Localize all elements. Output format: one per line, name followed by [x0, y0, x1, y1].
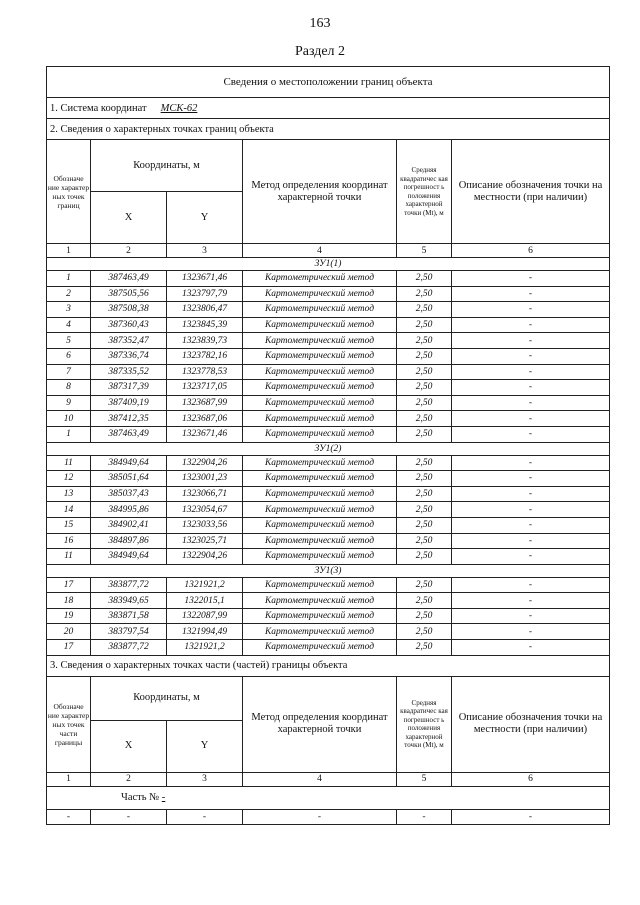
table-row [47, 502, 610, 518]
table-row [47, 348, 610, 364]
table-cell: 8 [47, 380, 91, 396]
table-cell: 2,50 [397, 286, 452, 302]
table-cell: 2,50 [397, 426, 452, 442]
table-cell: - [452, 624, 610, 640]
part-row [47, 786, 610, 809]
table-cell: 4 [47, 317, 91, 333]
group-row [47, 564, 610, 577]
column-number: 3 [167, 244, 243, 258]
table-cell: 1323797,79 [167, 286, 243, 302]
table-cell: 1322904,26 [167, 549, 243, 565]
table-row [47, 455, 610, 471]
table-cell: 11 [47, 455, 91, 471]
table-cell: - [452, 471, 610, 487]
table-cell: 384897,86 [91, 533, 167, 549]
table-cell: - [452, 364, 610, 380]
table-cell: Картометрический метод [243, 577, 397, 593]
table-cell: 2,50 [397, 517, 452, 533]
part-label: Часть № [121, 792, 160, 804]
table-cell: 2,50 [397, 380, 452, 396]
table-cell: 19 [47, 608, 91, 624]
section2-title: 2. Сведения о характерных точках границ объекта [47, 119, 610, 140]
table-cell: 1323066,71 [167, 486, 243, 502]
header-description: Описание обозначения точки на местности (при наличии) [452, 140, 610, 244]
table-cell: 2,50 [397, 608, 452, 624]
table-cell: 387336,74 [91, 348, 167, 364]
column-numbers-row [47, 772, 610, 786]
table-cell: 11 [47, 549, 91, 565]
table-cell: Картометрический метод [243, 608, 397, 624]
table-cell: 7 [47, 364, 91, 380]
table-cell: 1322015,1 [167, 593, 243, 609]
table-cell: - [397, 809, 452, 824]
table-cell: 383871,58 [91, 608, 167, 624]
table-cell: - [47, 809, 91, 824]
table-cell: 387335,52 [91, 364, 167, 380]
table-cell: 1323671,46 [167, 271, 243, 287]
table-cell: Картометрический метод [243, 486, 397, 502]
table-cell: - [452, 640, 610, 656]
table-cell: - [452, 348, 610, 364]
table-cell: - [167, 809, 243, 824]
table-cell: 1323033,56 [167, 517, 243, 533]
header-point-designation-parts: Обозначе ние характер ных точек части границы [47, 676, 91, 772]
table-cell: - [452, 426, 610, 442]
table-cell: 2,50 [397, 502, 452, 518]
table-cell: 384995,86 [91, 502, 167, 518]
table-cell: 1322087,99 [167, 608, 243, 624]
header-accuracy: Средняя квадратичес кая погрешност ь положения характерной точки (Mt), м [397, 676, 452, 772]
table-cell: - [452, 533, 610, 549]
table-caption: Сведения о местоположении границ объекта [47, 67, 610, 98]
table-cell: 2,50 [397, 317, 452, 333]
table-cell: Картометрический метод [243, 502, 397, 518]
header-method: Метод определения координат характерной точки [243, 676, 397, 772]
table-row [47, 533, 610, 549]
table-cell: 16 [47, 533, 91, 549]
table-cell: 385051,64 [91, 471, 167, 487]
table-cell: 13 [47, 486, 91, 502]
table-cell: Картометрический метод [243, 455, 397, 471]
table-cell: 2,50 [397, 549, 452, 565]
table-row [47, 624, 610, 640]
section-title: Раздел 2 [294, 44, 346, 59]
table-cell: 387412,35 [91, 411, 167, 427]
table-cell: - [452, 395, 610, 411]
table-cell: 5 [47, 333, 91, 349]
group-row [47, 442, 610, 455]
table-cell: 12 [47, 471, 91, 487]
header-description: Описание обозначения точки на местности (при наличии) [452, 676, 610, 772]
table-cell: Картометрический метод [243, 348, 397, 364]
table-cell: - [452, 549, 610, 565]
group-name: ЗУ1(3) [47, 564, 610, 577]
group-name: ЗУ1(1) [47, 258, 610, 271]
table-cell: 1 [47, 426, 91, 442]
boundary-table [46, 66, 610, 825]
table-cell: 1321921,2 [167, 577, 243, 593]
table-cell: - [452, 317, 610, 333]
column-number: 6 [452, 244, 610, 258]
table-cell: Картометрический метод [243, 302, 397, 318]
table-cell: - [91, 809, 167, 824]
table-cell: Картометрический метод [243, 364, 397, 380]
table-row [47, 333, 610, 349]
table-cell: 383797,54 [91, 624, 167, 640]
table-row [47, 380, 610, 396]
table-cell: 387317,39 [91, 380, 167, 396]
table-cell: 1 [47, 271, 91, 287]
table-cell: - [452, 517, 610, 533]
column-number: 1 [47, 244, 91, 258]
table-cell: 1323806,47 [167, 302, 243, 318]
table-cell: 15 [47, 517, 91, 533]
table-cell: - [452, 455, 610, 471]
table-cell: 385037,43 [91, 486, 167, 502]
table-cell: - [452, 271, 610, 287]
table-cell: - [452, 502, 610, 518]
table-cell: Картометрический метод [243, 549, 397, 565]
table-cell: - [452, 809, 610, 824]
table-cell: 387360,43 [91, 317, 167, 333]
table-row [47, 471, 610, 487]
table-cell: - [452, 411, 610, 427]
table-cell: Картометрический метод [243, 471, 397, 487]
table-cell: 1323025,71 [167, 533, 243, 549]
table-cell: 2 [47, 286, 91, 302]
table-cell: 3 [47, 302, 91, 318]
table-cell: - [452, 593, 610, 609]
table-cell: - [452, 486, 610, 502]
table-cell: 20 [47, 624, 91, 640]
table-row [47, 395, 610, 411]
table-cell: Картометрический метод [243, 380, 397, 396]
table-cell: 387409,19 [91, 395, 167, 411]
header-x: X [91, 720, 167, 772]
table-cell: 1323687,06 [167, 411, 243, 427]
table-cell: 1323717,05 [167, 380, 243, 396]
table-cell: 17 [47, 640, 91, 656]
table-cell: Картометрический метод [243, 317, 397, 333]
table-row [47, 302, 610, 318]
table-cell: 2,50 [397, 364, 452, 380]
table-cell: Картометрический метод [243, 411, 397, 427]
coord-system-value: МСК-62 [160, 102, 198, 114]
column-number: 2 [91, 772, 167, 786]
table-cell: 10 [47, 411, 91, 427]
table-cell: Картометрический метод [243, 395, 397, 411]
table-row [47, 517, 610, 533]
column-number: 5 [397, 772, 452, 786]
table-cell: 1321921,2 [167, 640, 243, 656]
coord-system-label: 1. Система координат [50, 102, 147, 114]
table-cell: 383949,65 [91, 593, 167, 609]
table-cell: - [452, 577, 610, 593]
column-number: 5 [397, 244, 452, 258]
table-cell: - [452, 608, 610, 624]
column-number: 1 [47, 772, 91, 786]
table-cell: 2,50 [397, 302, 452, 318]
table-row [47, 608, 610, 624]
table-row [47, 593, 610, 609]
table-cell: 2,50 [397, 593, 452, 609]
table-cell: 1323778,53 [167, 364, 243, 380]
table-cell: 1323054,67 [167, 502, 243, 518]
table-cell: 2,50 [397, 577, 452, 593]
table-row [47, 317, 610, 333]
table-cell: Картометрический метод [243, 333, 397, 349]
header-coordinates: Координаты, м [91, 140, 243, 192]
header-y: Y [167, 192, 243, 244]
table-cell: 2,50 [397, 640, 452, 656]
table-cell: 1321994,49 [167, 624, 243, 640]
table-cell: Картометрический метод [243, 271, 397, 287]
group-row [47, 258, 610, 271]
table-cell: 2,50 [397, 395, 452, 411]
table-cell: 2,50 [397, 455, 452, 471]
table-cell: - [452, 333, 610, 349]
table-cell: Картометрический метод [243, 624, 397, 640]
table-row [47, 286, 610, 302]
table-cell: - [452, 286, 610, 302]
table-cell: Картометрический метод [243, 286, 397, 302]
page-number: 163 [309, 16, 331, 31]
table-cell: Картометрический метод [243, 426, 397, 442]
table-row [47, 486, 610, 502]
table-row [47, 577, 610, 593]
header-y: Y [167, 720, 243, 772]
table-cell: 1323839,73 [167, 333, 243, 349]
table-cell: 1323671,46 [167, 426, 243, 442]
table-cell: Картометрический метод [243, 517, 397, 533]
table-cell: 384949,64 [91, 455, 167, 471]
table-cell: 383877,72 [91, 577, 167, 593]
table-row [47, 640, 610, 656]
table-row [47, 549, 610, 565]
coord-system-row [47, 98, 610, 119]
table-cell: 387508,38 [91, 302, 167, 318]
table-cell: 1323845,39 [167, 317, 243, 333]
column-number: 2 [91, 244, 167, 258]
table-cell: Картометрический метод [243, 640, 397, 656]
table-cell: 2,50 [397, 348, 452, 364]
table-row [47, 271, 610, 287]
header-point-designation: Обозначе ние характер ных точек границ [47, 140, 91, 244]
table-cell: 14 [47, 502, 91, 518]
table-row [47, 364, 610, 380]
table-cell: - [452, 302, 610, 318]
table-cell: 387463,49 [91, 426, 167, 442]
table-cell: 1322904,26 [167, 455, 243, 471]
dash-row [47, 809, 610, 824]
table-cell: 18 [47, 593, 91, 609]
column-number: 4 [243, 772, 397, 786]
header-coordinates: Координаты, м [91, 676, 243, 720]
column-number: 6 [452, 772, 610, 786]
table-cell: 1323687,99 [167, 395, 243, 411]
table-cell: 387352,47 [91, 333, 167, 349]
table-cell: 2,50 [397, 333, 452, 349]
part-cell [47, 786, 610, 809]
table-cell: 6 [47, 348, 91, 364]
group-name: ЗУ1(2) [47, 442, 610, 455]
table-cell: 2,50 [397, 471, 452, 487]
table-cell: 2,50 [397, 624, 452, 640]
header-x: X [91, 192, 167, 244]
table-cell: 2,50 [397, 533, 452, 549]
table-cell: Картометрический метод [243, 593, 397, 609]
section3-title: 3. Сведения о характерных точках части (частей) границы объекта [47, 655, 610, 676]
table-cell: 383877,72 [91, 640, 167, 656]
header-method: Метод определения координат характерной точки [243, 140, 397, 244]
header-accuracy: Средняя квадратичес кая погрешност ь положения характерной точки (Mt), м [397, 140, 452, 244]
column-number: 4 [243, 244, 397, 258]
table-cell: 1323001,23 [167, 471, 243, 487]
table-cell: - [452, 380, 610, 396]
part-value: - [161, 792, 166, 804]
table-cell: 2,50 [397, 411, 452, 427]
table-cell: 387505,56 [91, 286, 167, 302]
table-row [47, 411, 610, 427]
table-cell: 384902,41 [91, 517, 167, 533]
table-cell: 17 [47, 577, 91, 593]
table-cell: 384949,64 [91, 549, 167, 565]
table-cell: 2,50 [397, 271, 452, 287]
column-number: 3 [167, 772, 243, 786]
table-cell: Картометрический метод [243, 533, 397, 549]
table-cell: - [243, 809, 397, 824]
table-cell: 387463,49 [91, 271, 167, 287]
table-cell: 2,50 [397, 486, 452, 502]
table-row [47, 426, 610, 442]
table-cell: 1323782,16 [167, 348, 243, 364]
table-cell: 9 [47, 395, 91, 411]
column-numbers-row [47, 244, 610, 258]
